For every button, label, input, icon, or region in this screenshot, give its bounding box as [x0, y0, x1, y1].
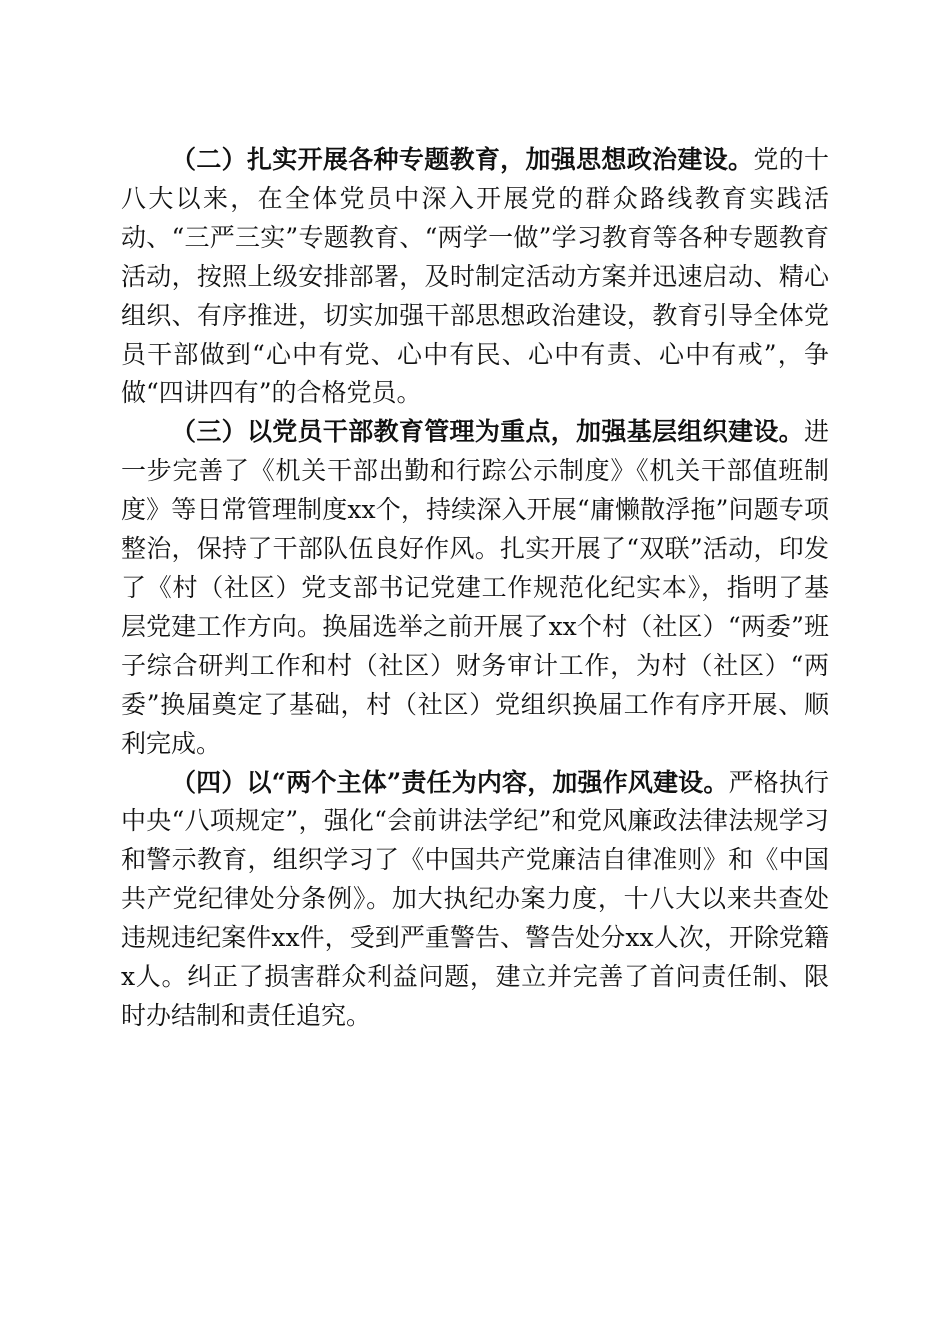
paragraph-text: 进一步完善了《机关干部出勤和行踪公示制度》《机关干部值班制度》等日常管理制度xx个，持续深入开展“庸懒散浮拖”问题专项整治，保持了干部队伍良好作风。扎实开展了“双联”活动，印发了《村（社区）党支部书记党建工作规范化纪实本》，指明了基层党建工作方向。换届选举之前开展了xx个村（社区）“两委”班子综合研判工作和村（社区）财务审计工作，为村（社区）“两委”换届奠定了基础，村（社区）党组织换届工作有序开展、顺利完成。 — [121, 417, 829, 758]
document-body — [121, 141, 829, 1036]
paragraph-text: 严格执行中央“八项规定”，强化“会前讲法学纪”和党风廉政法律法规学习和警示教育，组织学习了《中国共产党廉洁自律准则》和《中国共产党纪律处分条例》。加大执纪办案力度，十八大以来共查处违规违纪案件xx件，受到严重警告、警告处分xx人次，开除党籍x人。纠正了损害群众利益问题，建立并完善了首问责任制、限时办结制和责任追究。 — [121, 767, 829, 1030]
paragraph-2 — [121, 141, 829, 413]
paragraph-heading: （二）扎实开展各种专题教育，加强思想政治建设。 — [171, 145, 754, 174]
paragraph-heading: （四）以“两个主体”责任为内容，加强作风建设。 — [171, 767, 729, 797]
paragraph-3 — [121, 413, 829, 763]
paragraph-4 — [121, 764, 829, 1036]
paragraph-heading: （三）以党员干部教育管理为重点，加强基层组织建设。 — [171, 417, 804, 447]
paragraph-text: 党的十八大以来，在全体党员中深入开展党的群众路线教育实践活动、“三严三实”专题教育、“两学一做”学习教育等各种专题教育活动，按照上级安排部署，及时制定活动方案并迅速启动、精心组织、有序推进，切实加强干部思想政治建设，教育引导全体党员干部做到“心中有党、心中有民、心中有责、心中有戒”，争做“四讲四有”的合格党员。 — [121, 145, 829, 408]
